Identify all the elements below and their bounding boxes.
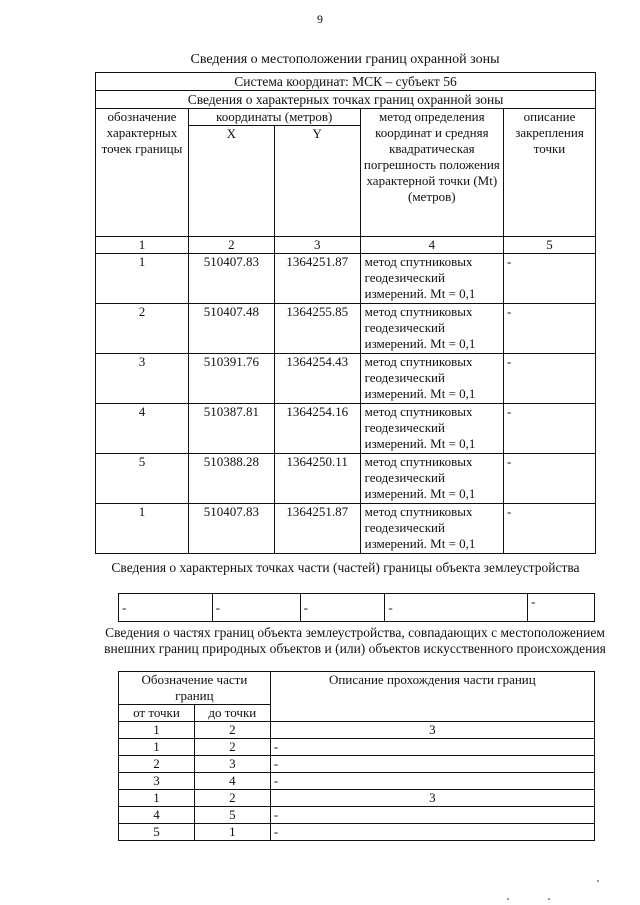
coinciding-parts-section-title: Сведения о частях границ объекта землеустройства, совпадающих с местоположением внешних границ природных объектов и (или) объектов искусственного происхождения [104,625,606,656]
x-coordinate: 510407.48 [188,304,274,354]
part-point-cell: - [300,594,385,622]
coordinates-header: координаты (метров) [188,109,360,126]
point-id: 4 [96,404,189,454]
point-description: - [504,254,596,304]
y-coordinate: 1364250.11 [274,454,360,504]
part-points-table [118,593,595,622]
column-numbers-row [96,237,596,254]
part-points-section-title: Сведения о характерных точках части (частей) границы объекта землеустройства [111,560,580,575]
to-point: 4 [194,773,270,790]
coordinate-system-title: Система координат: МСК – субъект 56 [96,73,596,91]
to-point: 5 [194,807,270,824]
part-description: 3 [270,722,594,739]
table-row [96,254,596,304]
column-number: 5 [504,237,596,254]
to-point: 2 [194,790,270,807]
table-row [119,773,595,790]
part-point-cell: - [212,594,300,622]
point-description: - [504,304,596,354]
point-description: - [504,404,596,454]
column-number: 3 [274,237,360,254]
part-description: - [270,739,594,756]
from-point: 4 [119,807,195,824]
x-header: X [188,126,274,237]
point-id: 3 [96,354,189,404]
point-description: - [504,454,596,504]
x-coordinate: 510407.83 [188,504,274,554]
from-point: 3 [119,773,195,790]
to-point: 1 [194,824,270,841]
x-coordinate: 510388.28 [188,454,274,504]
column-number: 1 [96,237,189,254]
part-description: - [270,756,594,773]
from-point: 5 [119,824,195,841]
point-id: 1 [96,254,189,304]
part-description: - [270,807,594,824]
method-cell: метод спутниковых геодезический измерений. Mt = 0,1 [360,504,503,554]
x-coordinate: 510391.76 [188,354,274,404]
y-header: Y [274,126,360,237]
from-point: 2 [119,756,195,773]
page-heading: Сведения о местоположении границ охранной зоны [190,52,500,67]
part-description: 3 [270,790,594,807]
table-row [119,722,595,739]
scan-speck [507,898,509,900]
y-coordinate: 1364251.87 [274,254,360,304]
to-point: 2 [194,739,270,756]
table-row [119,807,595,824]
designation-header: обозначение характерных точек границы [96,109,189,237]
column-number: 4 [360,237,503,254]
point-id: 1 [96,504,189,554]
part-description-header: Описание прохождения части границ [270,672,594,722]
table-row [96,354,596,404]
border-parts-table [118,671,595,841]
boundary-points-table [95,72,596,554]
point-description: - [504,354,596,404]
scan-speck [548,898,550,900]
from-point-header: от точки [119,705,195,722]
x-coordinate: 510407.83 [188,254,274,304]
table-row [119,739,595,756]
y-coordinate: 1364254.16 [274,404,360,454]
part-description: - [270,824,594,841]
point-description: - [504,504,596,554]
y-coordinate: 1364254.43 [274,354,360,404]
scan-speck [597,880,599,882]
table-row [96,454,596,504]
method-cell: метод спутниковых геодезический измерений. Mt = 0,1 [360,354,503,404]
method-cell: метод спутниковых геодезический измерений. Mt = 0,1 [360,404,503,454]
from-point: 1 [119,739,195,756]
table-row [119,824,595,841]
from-point: 1 [119,722,195,739]
table-row [119,756,595,773]
to-point: 2 [194,722,270,739]
method-cell: метод спутниковых геодезический измерений. Mt = 0,1 [360,304,503,354]
method-cell: метод спутниковых геодезический измерений. Mt = 0,1 [360,454,503,504]
point-id: 5 [96,454,189,504]
description-header: описание закрепления точки [504,109,596,237]
column-number: 2 [188,237,274,254]
boundary-points-section-title: Сведения о характерных точках границ охранной зоны [96,91,596,109]
to-point: 3 [194,756,270,773]
to-point-header: до точки [194,705,270,722]
point-id: 2 [96,304,189,354]
table-row [96,504,596,554]
method-header: метод определения координат и средняя квадратическая погрешность положения характерной точки (Mt) (метров) [360,109,503,237]
table-row [96,304,596,354]
table-row [96,404,596,454]
part-designation-header: Обозначение части границ [119,672,271,705]
page-number: 9 [317,12,323,26]
method-cell: метод спутниковых геодезический измерений. Mt = 0,1 [360,254,503,304]
from-point: 1 [119,790,195,807]
part-description: - [270,773,594,790]
y-coordinate: 1364251.87 [274,504,360,554]
part-point-cell: - [119,594,213,622]
x-coordinate: 510387.81 [188,404,274,454]
part-point-cell: - [385,594,528,622]
table-row [119,790,595,807]
y-coordinate: 1364255.85 [274,304,360,354]
part-point-cell: - [528,594,595,622]
